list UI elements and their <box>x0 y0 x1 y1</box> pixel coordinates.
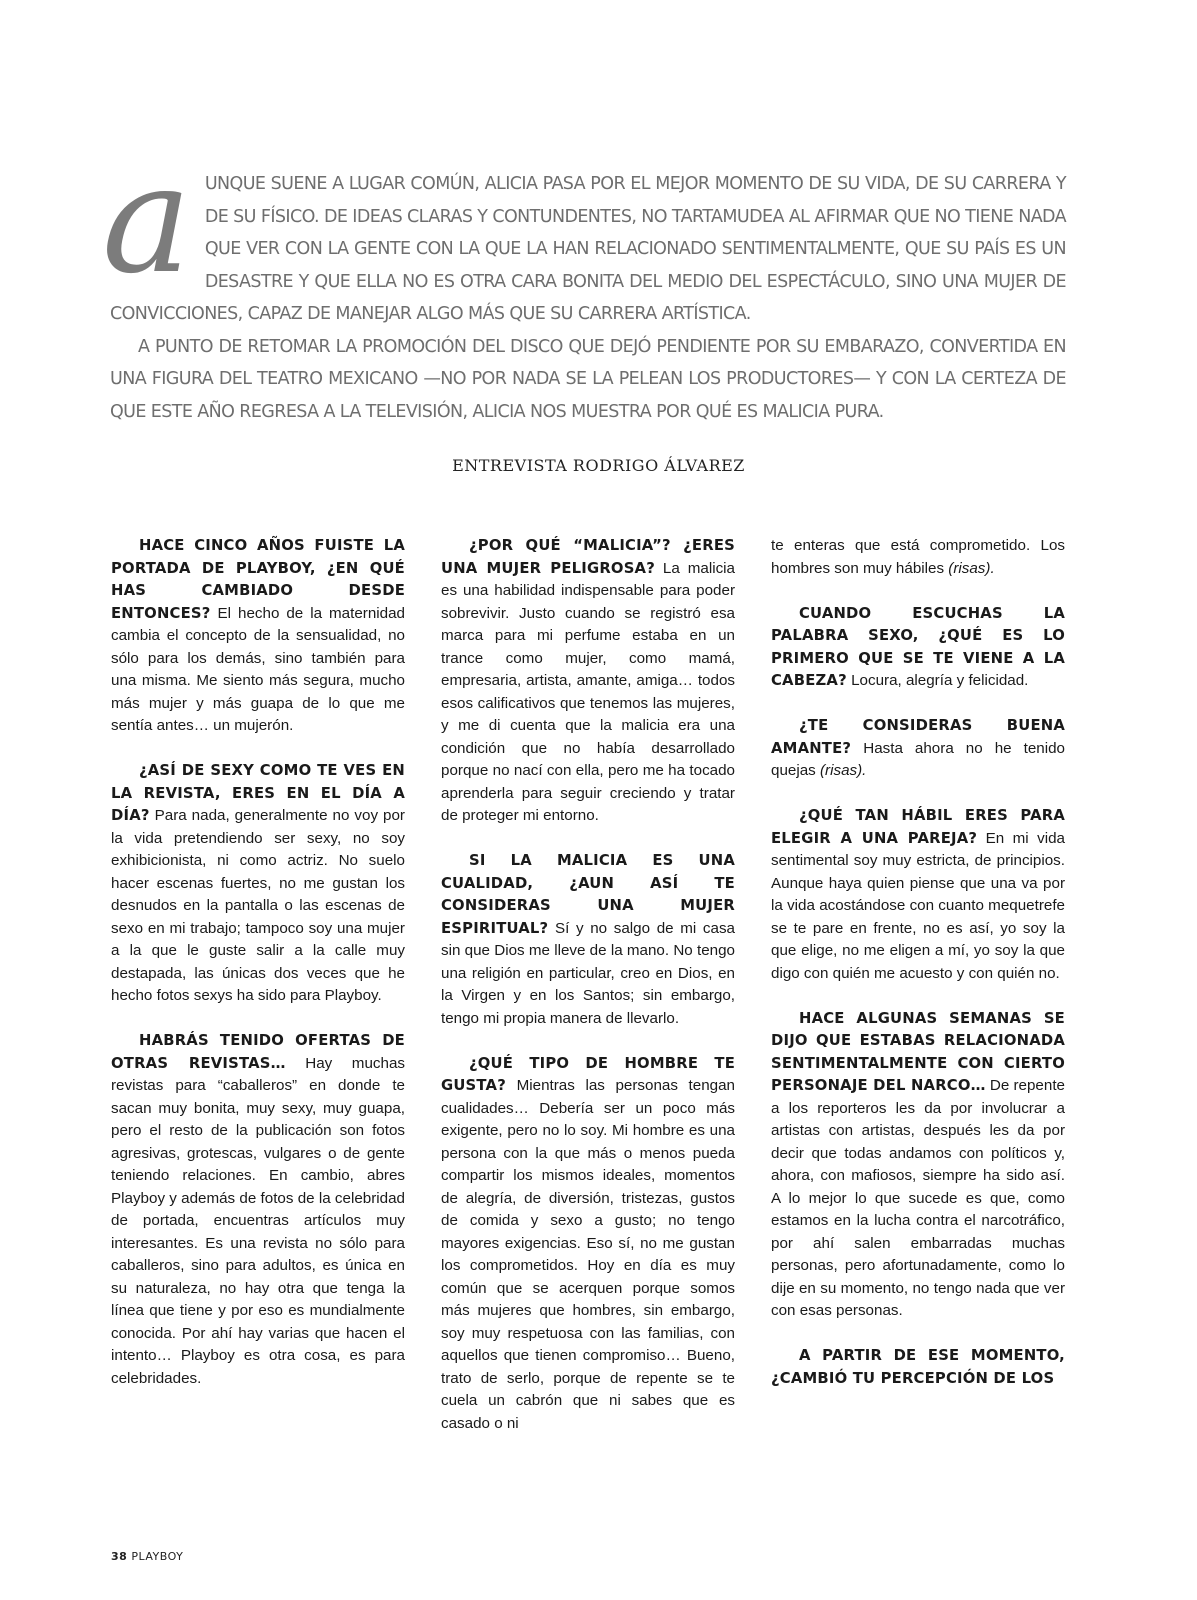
qa-block <box>441 1053 735 1436</box>
qa-block <box>441 850 735 1030</box>
drop-cap: a <box>102 133 191 307</box>
byline: ENTREVISTA RODRIGO ÁLVAREZ <box>452 456 745 475</box>
question: ¿QUÉ TAN HÁBIL ERES PARA ELEGIR A UNA PAREJA? <box>771 807 1065 847</box>
question: A PARTIR DE ESE MOMENTO, ¿CAMBIÓ TU PERCEPCIÓN DE LOS <box>771 1347 1065 1387</box>
page-footer <box>111 1550 183 1563</box>
answer: Sí y no salgo de mi casa sin que Dios me lleve de la mano. No tengo una religión en particular, creo en Dios, en la Virgen y en los Santos; sin embargo, tengo mi propia manera de llevarlo. <box>441 919 735 1027</box>
answer: Hasta ahora no he tenido quejas <box>771 739 1065 779</box>
question: ¿POR QUÉ “MALICIA”? ¿ERES UNA MUJER PELIGROSA? <box>441 537 735 577</box>
qa-block <box>771 603 1065 693</box>
qa-block <box>111 760 405 1008</box>
question: HACE ALGUNAS SEMANAS SE DIJO QUE ESTABAS RELACIONADA SENTIMENTALMENTE CON CIERTO PERSONAJE DEL NARCO… <box>771 1009 1065 1094</box>
qa-block <box>771 805 1065 985</box>
question: SI LA MALICIA ES UNA CUALIDAD, ¿AUN ASÍ TE CONSIDERAS UNA MUJER ESPIRITUAL? <box>441 852 735 937</box>
answer: En mi vida sentimental soy muy estricta, de principios. Aunque haya quien piense que una va por la vida acostándose con cuanto mequetrefe se te pare en frente, no es así, yo soy la que elige, no me eligen a mí, yo soy la que digo con quién me acuesto y con quién no. <box>771 829 1065 982</box>
question: CUANDO ESCUCHAS LA PALABRA SEXO, ¿QUÉ ES LO PRIMERO QUE SE TE VIENE A LA CABEZA? <box>771 604 1065 689</box>
question: ¿TE CONSIDERAS BUENA AMANTE? <box>771 717 1065 757</box>
answer-emphasis: (risas). <box>948 559 995 577</box>
column-2 <box>441 535 735 1458</box>
intro-paragraph-2: A PUNTO DE RETOMAR LA PROMOCIÓN DEL DISCO QUE DEJÓ PENDIENTE POR SU EMBARAZO, CONVERTIDA EN UNA FIGURA DEL TEATRO MEXICANO —NO POR NADA SE LA PELEAN LOS PRODUCTORES— Y CON LA CERTEZA DE QUE ESTE AÑO REGRESA A LA TELEVISIÓN, ALICIA NOS MUESTRA POR QUÉ ES MALICIA PURA. <box>110 336 1066 422</box>
page-number: 38 <box>111 1550 128 1563</box>
column-3 <box>771 535 1065 1413</box>
answer: Locura, alegría y felicidad. <box>846 672 1029 689</box>
column-1 <box>111 535 405 1413</box>
answer: Para nada, generalmente no voy por la vida pretendiendo ser sexy, no soy exhibicionista, ni como actriz. No suelo hacer escenas fuertes, no me gustan los desnudos en la pantalla o las escenas de sexo en mi trabajo; tampoco soy una mujer a la que le guste salir a la calle muy destapada, las únicas dos veces que he hecho fotos sexys ha sido para Playboy. <box>111 807 405 1004</box>
qa-block <box>111 1030 405 1390</box>
question: HACE CINCO AÑOS FUISTE LA PORTADA DE PLAYBOY, ¿EN QUÉ HAS CAMBIADO DESDE ENTONCES? <box>111 537 405 622</box>
answer: De repente a los reporteros les da por involucrar a artistas con artistas, después les da por decir que todas andamos con políticos y, ahora, con mafiosos, siempre ha sido así. A lo mejor lo que sucede es que, como estamos en la lucha contra el narcotráfico, por ahí salen embarradas muchas personas, pero afortunadamente, como lo dije en su momento, no tengo nada que ver con esas personas. <box>771 1077 1065 1319</box>
answer: El hecho de la maternidad cambia el concepto de la sensualidad, no sólo para los demás, sino también para una misma. Me siento más segura, mucho más mujer y más guapa de lo que me sentía antes… un mujerón. <box>111 604 405 734</box>
answer: te enteras que está comprometido. Los hombres son muy hábiles <box>771 537 1065 577</box>
answer: La malicia es una habilidad indispensable para poder sobrevivir. Justo cuando se registró esa marca para mi perfume estaba en un trance como mujer, como mamá, empresaria, artista, amante, amiga… todos esos calificativos que tenemos las mujeres, y me di cuenta que la malicia era una condición que no había desarrollado porque no nací con ella, pero me ha tocado aprenderla para seguir creciendo y tratar de proteger mi entorno. <box>441 559 735 824</box>
qa-block <box>771 1008 1065 1323</box>
qa-continuation <box>771 535 1065 580</box>
qa-block <box>111 535 405 738</box>
qa-block <box>771 1345 1065 1390</box>
question: HABRÁS TENIDO OFERTAS DE OTRAS REVISTAS… <box>111 1032 405 1072</box>
question: ¿ASÍ DE SEXY COMO TE VES EN LA REVISTA, ERES EN EL DÍA A DÍA? <box>111 762 405 824</box>
intro-section <box>102 133 1066 428</box>
magazine-name: PLAYBOY <box>131 1550 184 1563</box>
question: ¿QUÉ TIPO DE HOMBRE TE GUSTA? <box>441 1054 735 1094</box>
answer-emphasis: (risas). <box>819 762 867 779</box>
intro-paragraph-1: UNQUE SUENE A LUGAR COMÚN, ALICIA PASA POR EL MEJOR MOMENTO DE SU VIDA, DE SU CARRERA Y DE SU FÍSICO. DE IDEAS CLARAS Y CONTUNDENTES, NO TARTAMUDEA AL AFIRMAR QUE NO TIENE NADA QUE VER CON LA GENTE CON LA QUE LA HAN RELACIONADO SENTIMENTALMENTE, QUE SU PAÍS ES UN DESASTRE Y QUE ELLA NO ES OTRA CARA BONITA DEL MEDIO DEL ESPECTÁCULO, SINO UNA MUJER DE CONVICCIONES, CAPAZ DE MANEJAR ALGO MÁS QUE SU CARRERA ARTÍSTICA. <box>110 174 1066 324</box>
answer: Hay muchas revistas para “caballeros” en donde te sacan muy bonita, muy sexy, muy guapa, pero el resto de la publicación son fotos agresivas, grotescas, vulgares o de gente teniendo relaciones. En cambio, abres Playboy y además de fotos de la celebridad de portada, encuentras artículos muy interesantes. Es una revista no sólo para caballeros, sino para adultos, es única en su naturaleza, no hay otra que tenga la línea que tiene y por eso es mundialmente conocida. Por ahí hay varias que hacen el intento… Playboy es otra cosa, es para celebridades. <box>111 1054 405 1387</box>
qa-block <box>771 715 1065 783</box>
qa-block <box>441 535 735 828</box>
answer: Mientras las personas tengan cualidades… Debería ser un poco más exigente, pero no lo soy. Mi hombre es una persona con la que más o menos pueda compartir los mismos ideales, momentos de alegría, de diversión, tristezas, gustos de comida y sexo a gusto; no tengo mayores exigencias. Eso sí, no me gustan los comprometidos. Hoy en día es muy común que se acerquen porque somos más mujeres que hombres, sin embargo, soy muy respetuosa con las familias, con aquellos que tienen compromiso… Bueno, trato de serlo, porque de repente se te cuela un cabrón que ni sabes que es casado o ni <box>441 1077 735 1432</box>
